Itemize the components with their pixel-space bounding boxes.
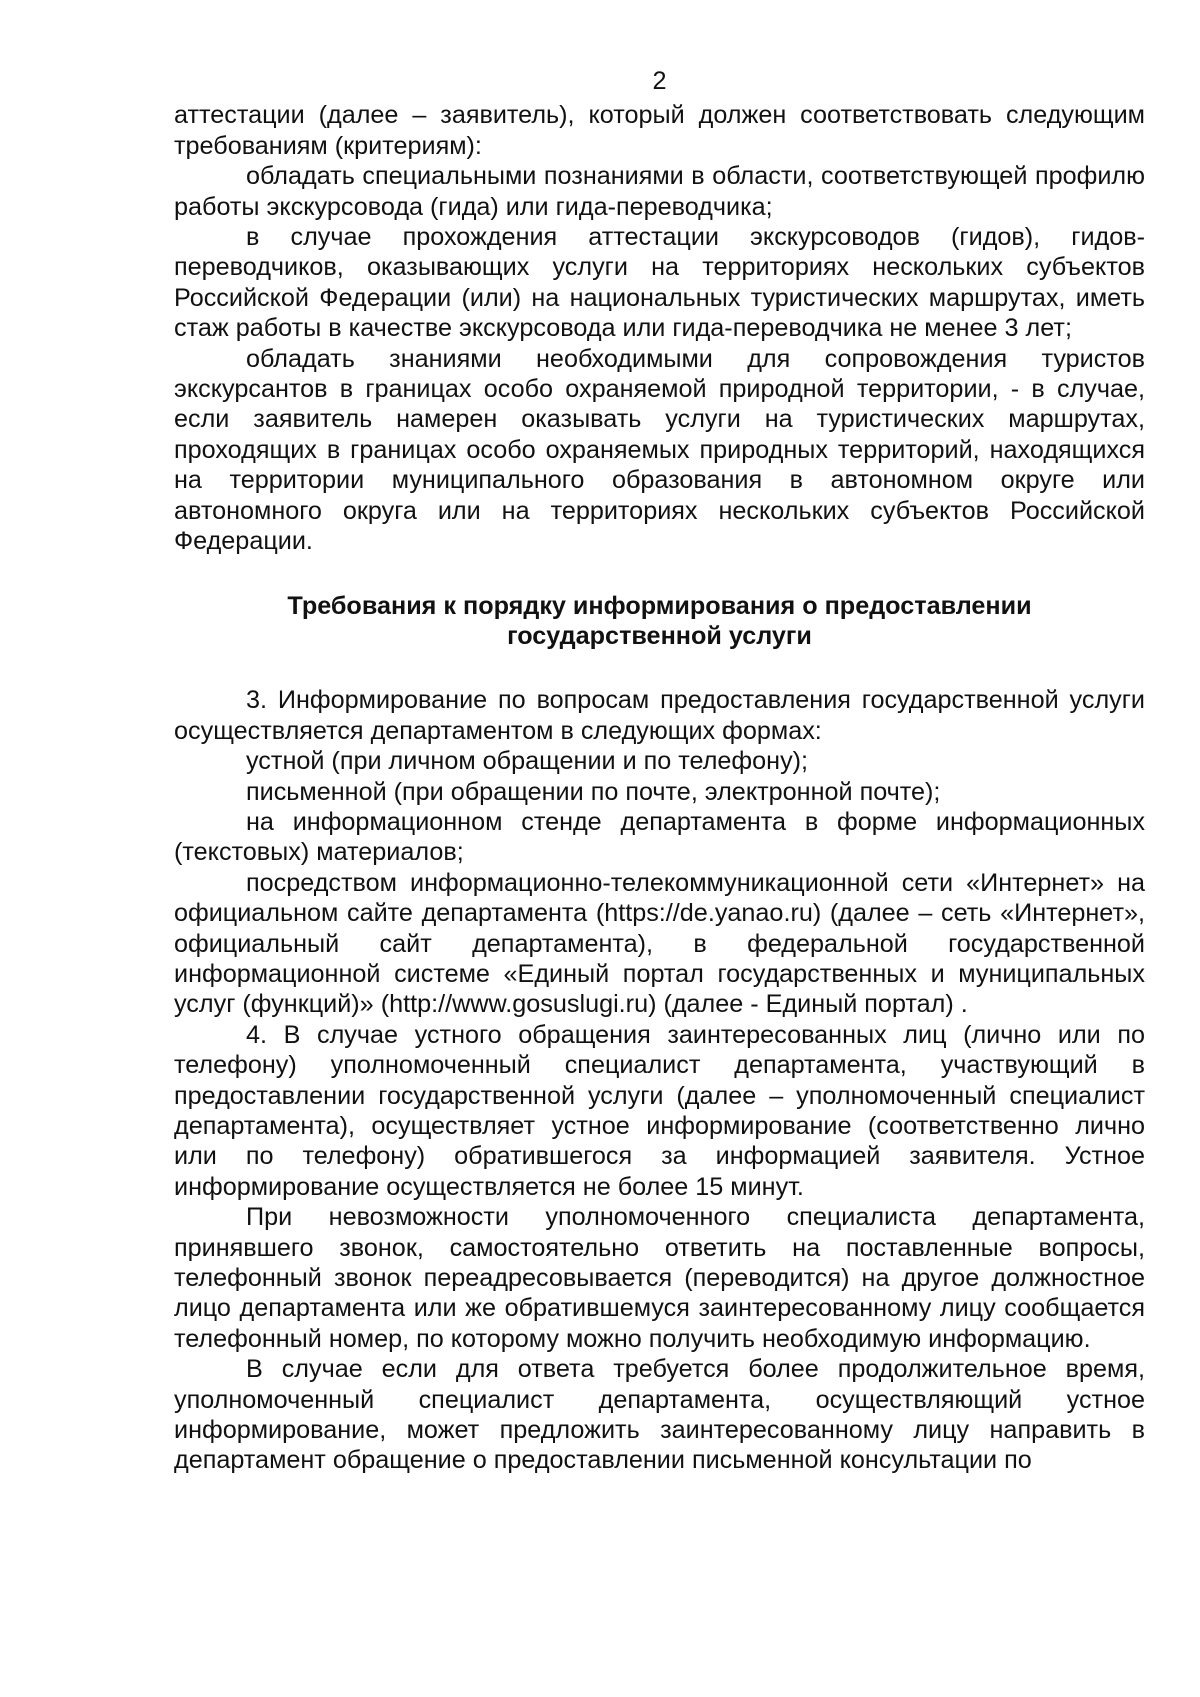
list-item-info-stand: на информационном стенде департамента в форме информационных (текстовых) материалов;: [174, 807, 1145, 867]
section-heading: Требования к порядку информирования о предоставлении государственной услуги: [287, 591, 1032, 650]
informing-section: [174, 685, 1145, 1476]
paragraph-written-consultation: В случае если для ответа требуется более продолжительное время, уполномоченный специалист департамента, осуществляющий устное информирование, может предложить заинтересованному лицу направить в департамент обращение о предоставлении письменной консультации по: [174, 1355, 1145, 1475]
paragraph-work-experience: в случае прохождения аттестации экскурсоводов (гидов), гидов-переводчиков, оказывающих услуги на территориях нескольких субъектов Российской Федерации (или) на национальных туристических маршрутах, иметь стаж работы в качестве экскурсовода или гида-переводчика не менее 3 лет;: [174, 223, 1145, 343]
paragraph-informing-forms: 3. Информирование по вопросам предоставления государственной услуги осуществляется департаментом в следующих формах:: [174, 686, 1145, 745]
document-page: [174, 66, 1145, 1476]
list-item-oral: устной (при личном обращении и по телефону);: [246, 747, 809, 776]
paragraph-call-transfer: При невозможности уполномоченного специалиста департамента, принявшего звонок, самостоятельно ответить на поставленные вопросы, телефонный звонок переадресовывается (переводится) на другое должностное лицо департамента или же обратившемуся заинтересованному лицу сообщается телефонный номер, по которому можно получить необходимую информацию.: [174, 1203, 1145, 1353]
top-section: [174, 100, 1145, 556]
paragraph-protected-territories: обладать знаниями необходимыми для сопровождения туристов экскурсантов в границах особо охраняемой природной территории, - в случае, если заявитель намерен оказывать услуги на туристических маршрутах, проходящих в границах особо охраняемых природных территорий, находящихся на территории муниципального образования в автономном округе или автономного округа или на территориях нескольких субъектов Российской Федерации.: [174, 344, 1145, 556]
list-item-written: письменной (при обращении по почте, электронной почте);: [246, 777, 941, 806]
page-number: 2: [652, 67, 667, 95]
paragraph-special-knowledge: обладать специальными познаниями в области, соответствующей профилю работы экскурсовода (гида) или гида-переводчика;: [174, 162, 1145, 221]
list-item-internet: посредством информационно-телекоммуникационной сети «Интернет» на официальном сайте департамента (https://de.yanao.ru) (далее – сеть «Интернет», официальный сайт департамента), в федеральной государственной информационной системе «Единый портал государственных и муниципальных услуг (функций)» (http://www.gosuslugi.ru) (далее - Единый портал) .: [174, 868, 1145, 1019]
paragraph-oral-request: 4. В случае устного обращения заинтересованных лиц (лично или по телефону) уполномоченный специалист департамента, участвующий в предоставлении государственной услуги (далее – уполномоченный специалист департамента), осуществляет устное информирование (соответственно лично или по телефону) обратившегося за информацией заявителя. Устное информирование осуществляется не более 15 минут.: [174, 1020, 1145, 1201]
paragraph-applicant-requirements: аттестации (далее – заявитель), который должен соответствовать следующим требованиям (критериям):: [174, 101, 1145, 160]
